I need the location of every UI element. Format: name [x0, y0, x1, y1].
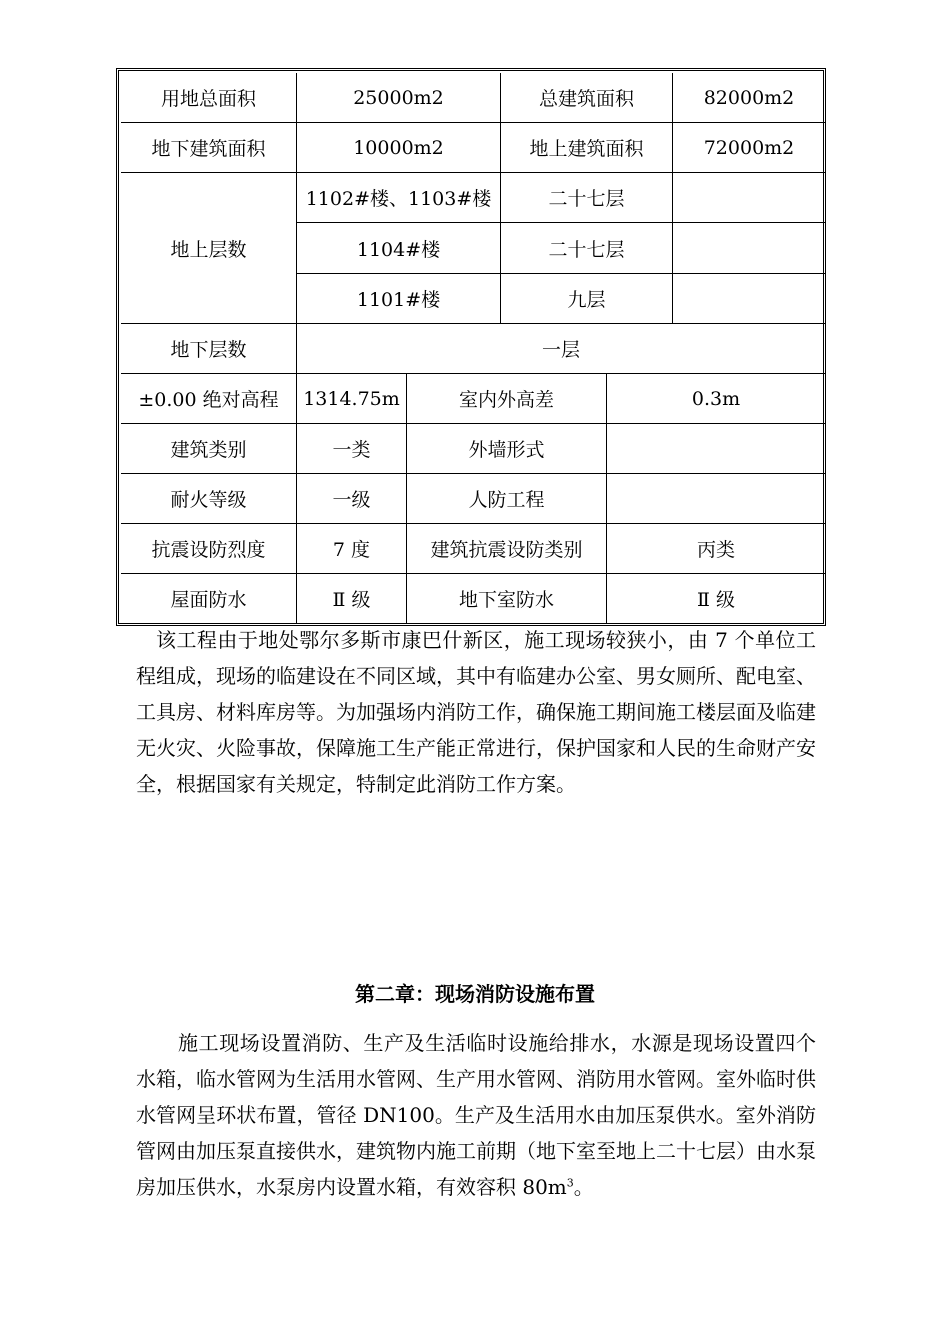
building-extra: [673, 274, 825, 324]
label-building-class: 建筑类别: [121, 424, 297, 474]
label-seismic-intensity: 抗震设防烈度: [121, 524, 297, 574]
label-roof-waterproof: 屋面防水: [121, 574, 297, 623]
label-site-area: 用地总面积: [121, 73, 297, 123]
label-below-floors: 地下层数: [121, 324, 297, 374]
chapter-heading: 第二章：现场消防设施布置: [355, 982, 595, 1006]
value-exterior-wall: [607, 424, 825, 474]
building-extra: [673, 173, 825, 223]
label-height-difference: 室内外高差: [407, 374, 607, 424]
building-name: 1101#楼: [297, 274, 501, 324]
label-total-building-area: 总建筑面积: [501, 73, 673, 123]
building-name: 1104#楼: [297, 223, 501, 274]
value-roof-waterproof: Ⅱ 级: [297, 574, 407, 623]
chapter-paragraph-end: 。: [573, 1175, 594, 1199]
chapter-paragraph: [136, 1025, 816, 1205]
value-below-floors: 一层: [297, 324, 825, 374]
label-elevation: ±0.00 绝对高程: [121, 374, 297, 424]
label-seismic-category: 建筑抗震设防类别: [407, 524, 607, 574]
building-extra: [673, 223, 825, 274]
value-elevation: 1314.75m: [297, 374, 407, 424]
value-site-area: 25000m2: [297, 73, 501, 123]
value-seismic-category: 丙类: [607, 524, 825, 574]
building-floors: 二十七层: [501, 173, 673, 223]
value-aboveground-area: 72000m2: [673, 123, 825, 173]
value-underground-area: 10000m2: [297, 123, 501, 173]
value-fire-rating: 一级: [297, 474, 407, 524]
label-exterior-wall: 外墙形式: [407, 424, 607, 474]
label-above-floors: 地上层数: [121, 173, 297, 324]
intro-paragraph: 该工程由于地处鄂尔多斯市康巴什新区，施工现场较狭小，由 7 个单位工程组成，现场的临建设在不同区域，其中有临建办公室、男女厕所、配电室、工具房、材料库房等。为加强场内消防工作，确保施工期间施工楼层面及临建无火灾、火险事故，保障施工生产能正常进行，保护国家和人民的生命财产安全，根据国家有关规定，特制定此消防工作方案。: [136, 628, 816, 796]
project-spec-table: [116, 68, 826, 626]
label-aboveground-area: 地上建筑面积: [501, 123, 673, 173]
label-basement-waterproof: 地下室防水: [407, 574, 607, 623]
label-fire-rating: 耐火等级: [121, 474, 297, 524]
label-underground-area: 地下建筑面积: [121, 123, 297, 173]
value-height-difference: 0.3m: [607, 374, 825, 424]
value-building-class: 一类: [297, 424, 407, 474]
value-civil-defense: [607, 474, 825, 524]
value-basement-waterproof: Ⅱ 级: [697, 589, 735, 611]
chapter-paragraph-text: 施工现场设置消防、生产及生活临时设施给排水，水源是现场设置四个水箱，临水管网为生活用水管网、生产用水管网、消防用水管网。室外临时供水管网呈环状布置，管径 DN100。生产及生活用水由加压泵供水。室外消防管网由加压泵直接供水，建筑物内施工前期（地下室至地上二十七层）由水泵房加压供水，水泵房内设置水箱，有效容积 80m: [136, 1031, 816, 1199]
value-seismic-intensity: 7 度: [297, 524, 407, 574]
value-total-building-area: 82000m2: [673, 73, 825, 123]
building-name: 1102#楼、1103#楼: [297, 173, 501, 223]
label-civil-defense: 人防工程: [407, 474, 607, 524]
building-floors: 二十七层: [501, 223, 673, 274]
cubic-superscript: 3: [566, 1176, 574, 1190]
building-floors: 九层: [501, 274, 673, 324]
